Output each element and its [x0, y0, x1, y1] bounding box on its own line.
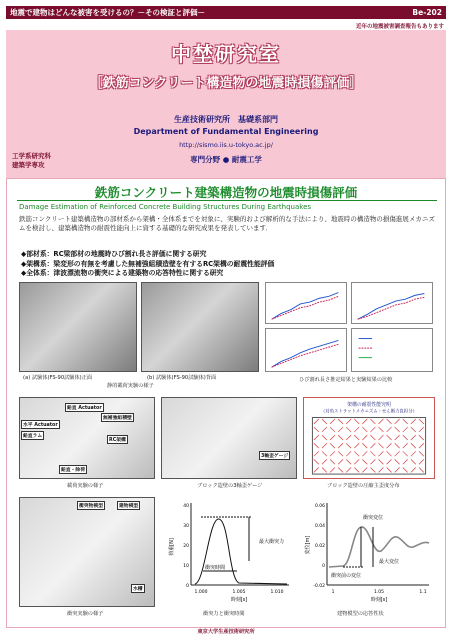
strain-mark [338, 443, 343, 448]
force-ann-peak: 最大衝突力 [259, 539, 285, 545]
strain-mark [314, 467, 319, 472]
strain-mark [346, 427, 351, 432]
strain-mark [387, 443, 392, 448]
strain-mark [354, 427, 359, 432]
department-en: Department of Fundamental Engineering [133, 127, 319, 136]
strain-mark [419, 451, 424, 456]
specimen-back-photo [141, 282, 259, 372]
strain-mark [330, 459, 335, 464]
crack-plot-2 [351, 282, 433, 324]
strain-mark [411, 443, 416, 448]
resp-xtick-3: 1.1 [419, 590, 427, 595]
strain-mark [354, 467, 359, 472]
specialty-field: 専門分野 ● 耐震工学 [190, 155, 262, 164]
strain-mark [395, 459, 400, 464]
strain-mark [330, 435, 335, 440]
bullet-frame: ◆架構系：梁変形の有無を考慮した無補強組積造壁を有するRC架構の耐震性能評価 [21, 259, 275, 268]
force-ann-time: 衝突時間 [205, 565, 226, 571]
strain-mark [387, 419, 392, 424]
strain-mark [411, 467, 416, 472]
caption-static-test: 静的載荷実験の様子 [107, 383, 154, 389]
strain-mark [411, 435, 416, 440]
force-ytick-0: 0 [186, 584, 189, 589]
strain-mark [387, 435, 392, 440]
resp-ytick-1: 0.04 [314, 524, 325, 529]
force-ytick-20: 20 [183, 544, 189, 549]
strain-mark [354, 459, 359, 464]
strain-mark [338, 467, 343, 472]
force-xtick-1: 1.000 [194, 590, 208, 595]
resp-ytick-3: 0 [322, 564, 325, 569]
footer-institute: 東京大学生産技術研究所 [197, 629, 255, 635]
strain-mark [338, 427, 343, 432]
strain-mark [338, 459, 343, 464]
strain-mark [354, 435, 359, 440]
strain-mark [346, 419, 351, 424]
force-xlabel: 時刻[s] [230, 597, 248, 603]
strain-mark [330, 443, 335, 448]
top-bar-title: 地震で建物はどんな被害を受けるの？－その検証と評価－ [10, 8, 205, 17]
strain-mark [314, 443, 319, 448]
strain-mark [387, 451, 392, 456]
strain-mark [403, 435, 408, 440]
strain-mark [403, 443, 408, 448]
strain-mark [387, 427, 392, 432]
strain-mark [379, 419, 384, 424]
title-rule [17, 200, 437, 201]
specimen-front-photo [19, 282, 137, 372]
block-dist-subtitle: （対角ストラットメカニズム・せん断力負担分） [320, 409, 418, 415]
strain-mark [370, 419, 375, 424]
label-ram: 鉛直ラム [21, 431, 44, 440]
strain-mark [314, 419, 319, 424]
force-ytick-10: 10 [183, 564, 189, 569]
force-xtick-2: 1.005 [232, 590, 246, 595]
strain-mark [379, 427, 384, 432]
research-title-en: Damage Estimation of Reinforced Concrete Building Structures During Earthquakes [19, 203, 312, 211]
strain-mark [387, 467, 392, 472]
caption-crack-compare: ひび割れ長さ推定結果と実験結果の比較 [299, 377, 393, 383]
strain-mark [362, 427, 367, 432]
strain-mark [395, 451, 400, 456]
force-ytick-40: 40 [183, 504, 189, 509]
label-horizontal-actuator: 水平 Actuator [21, 420, 60, 429]
caption-specimen-front: (a) 試験体(FS-90試験体)正面 [23, 375, 93, 381]
caption-loading-test: 載荷実験の様子 [67, 483, 104, 489]
caption-impact-test: 衝突実験の様子 [67, 611, 104, 617]
resp-ann-before: 衝突前の変位 [331, 573, 362, 579]
strain-mark [403, 459, 408, 464]
strain-mark [379, 459, 384, 464]
strain-mark [314, 435, 319, 440]
impact-force-plot [167, 497, 295, 607]
resp-xtick-1: 1 [331, 590, 335, 595]
strain-mark [322, 459, 327, 464]
label-rc-frame: RC架構 [107, 435, 128, 444]
strain-mark [379, 451, 384, 456]
strain-mark [322, 467, 327, 472]
caption-response: 建物模型の応答性状 [337, 611, 384, 617]
strain-mark [379, 435, 384, 440]
strain-mark [354, 451, 359, 456]
strain-mark [403, 427, 408, 432]
strain-mark [346, 435, 351, 440]
strain-mark [362, 435, 367, 440]
strain-mark [403, 419, 408, 424]
strain-mark [346, 443, 351, 448]
resp-ytick-0: 0.06 [314, 504, 325, 509]
research-panel [6, 178, 446, 628]
strain-mark [322, 451, 327, 456]
resp-xtick-2: 1.05 [373, 590, 385, 595]
report-note: 近年の地震被害調査報告もあります [355, 24, 444, 30]
research-title: 鉄筋コンクリート建築構造物の地震時損傷評価 [94, 185, 358, 200]
strain-mark [362, 459, 367, 464]
strain-mark [354, 443, 359, 448]
department-jp: 生産技術研究所 基礎系部門 [174, 115, 278, 124]
crack-plot-3 [265, 328, 347, 372]
strain-mark [346, 459, 351, 464]
strain-mark [395, 467, 400, 472]
strain-mark [379, 443, 384, 448]
strain-mark [419, 443, 424, 448]
force-xtick-3: 1.010 [270, 590, 284, 595]
resp-ytick-4: -0.02 [313, 584, 325, 589]
strain-mark [346, 451, 351, 456]
poster-code: Be-202 [412, 8, 442, 17]
strain-mark [338, 435, 343, 440]
strain-mark [370, 451, 375, 456]
response-plot [303, 497, 435, 607]
resp-ann-max: 最大変位 [379, 559, 400, 565]
label-walls: 無補強組積壁 [101, 413, 134, 422]
strain-mark [419, 419, 424, 424]
label-impact-object: 衝突物模型 [77, 501, 105, 510]
strain-mark [354, 419, 359, 424]
strain-mark [330, 427, 335, 432]
crack-plot-1 [265, 282, 347, 324]
strain-grid [314, 419, 424, 472]
crack-plot-legend [351, 328, 433, 372]
strain-mark [395, 443, 400, 448]
label-hinge: 鉛直・除荷 [59, 465, 87, 474]
label-building-model: 建物模型 [117, 501, 140, 510]
strain-mark [314, 451, 319, 456]
label-gauge: 3軸歪ゲージ [259, 451, 290, 460]
lab-subtitle: ［鉄筋コンクリート構造物の地震時損傷評価］ [89, 76, 363, 91]
strain-mark [403, 467, 408, 472]
bullet-system: ◆全体系：津波漂流物の衝突による建築物の応答特性に関する研究 [21, 269, 224, 277]
strain-mark [314, 427, 319, 432]
lab-header [6, 30, 446, 186]
force-ytick-30: 30 [183, 524, 189, 529]
strain-mark [379, 467, 384, 472]
strain-mark [338, 451, 343, 456]
affiliation-school: 工学系研究科 [12, 152, 51, 160]
resp-ytick-2: 0.02 [314, 544, 325, 549]
research-description: 鉄筋コンクリート建築構造物の部材系から架構・全体系までを対象に、実験的および解析的な手法により、地震時の構造物の損傷進展メカニズムを検討し、建築構造物の耐震性能向上に資する基礎的な研究成果を発表しています． [19, 215, 435, 232]
block-strain-distribution [303, 397, 435, 479]
caption-specimen-back: (b) 試験体(FS-90試験体)背面 [147, 375, 217, 381]
resp-ann-impact: 衝突変位 [363, 515, 384, 521]
lab-title: 中埜研究室 [171, 42, 281, 66]
resp-xlabel: 時刻[s] [370, 597, 388, 603]
strain-mark [362, 467, 367, 472]
strain-mark [362, 443, 367, 448]
strain-mark [322, 435, 327, 440]
bullet-member: ◆部材系：RC梁部材の地震時ひび割れ長さ評価に関する研究 [21, 250, 207, 258]
strain-mark [395, 419, 400, 424]
strain-mark [322, 427, 327, 432]
strain-mark [395, 435, 400, 440]
strain-mark [330, 451, 335, 456]
strain-mark [387, 459, 392, 464]
strain-mark [370, 459, 375, 464]
label-vertical-actuator: 鉛直 Actuator [65, 403, 104, 412]
top-bar [6, 6, 446, 19]
affiliation [12, 152, 51, 170]
strain-mark [411, 427, 416, 432]
strain-mark [419, 459, 424, 464]
strain-mark [370, 443, 375, 448]
force-ylabel: 荷重[N] [169, 538, 175, 556]
label-water-tank: 水槽 [131, 584, 145, 593]
block-wall-photo [161, 397, 297, 479]
strain-mark [411, 459, 416, 464]
block-dist-title: 架構の耐震性能究明 [347, 401, 391, 408]
caption-block-distribution: ブロック造壁の圧縮主歪度分布 [327, 483, 400, 489]
strain-mark [362, 419, 367, 424]
caption-impact-force: 衝突力と衝突時間 [203, 611, 245, 617]
strain-mark [419, 435, 424, 440]
strain-mark [362, 451, 367, 456]
strain-mark [403, 451, 408, 456]
strain-mark [411, 419, 416, 424]
resp-ylabel: 変位[m] [305, 535, 311, 555]
strain-mark [338, 419, 343, 424]
strain-mark [322, 443, 327, 448]
strain-mark [314, 459, 319, 464]
strain-mark [370, 435, 375, 440]
strain-mark [330, 419, 335, 424]
strain-mark [419, 467, 424, 472]
affiliation-major: 建築学専攻 [12, 161, 45, 169]
strain-mark [419, 427, 424, 432]
lab-url[interactable]: http://sismo.iis.u-tokyo.ac.jp/ [179, 141, 273, 149]
strain-mark [370, 427, 375, 432]
research-bullets [21, 250, 274, 279]
strain-mark [346, 467, 351, 472]
strain-mark [370, 467, 375, 472]
strain-mark [322, 419, 327, 424]
caption-block-gauge: ブロック造壁の3軸歪ゲージ [197, 483, 263, 489]
strain-mark [395, 427, 400, 432]
strain-mark [330, 467, 335, 472]
strain-mark [411, 451, 416, 456]
